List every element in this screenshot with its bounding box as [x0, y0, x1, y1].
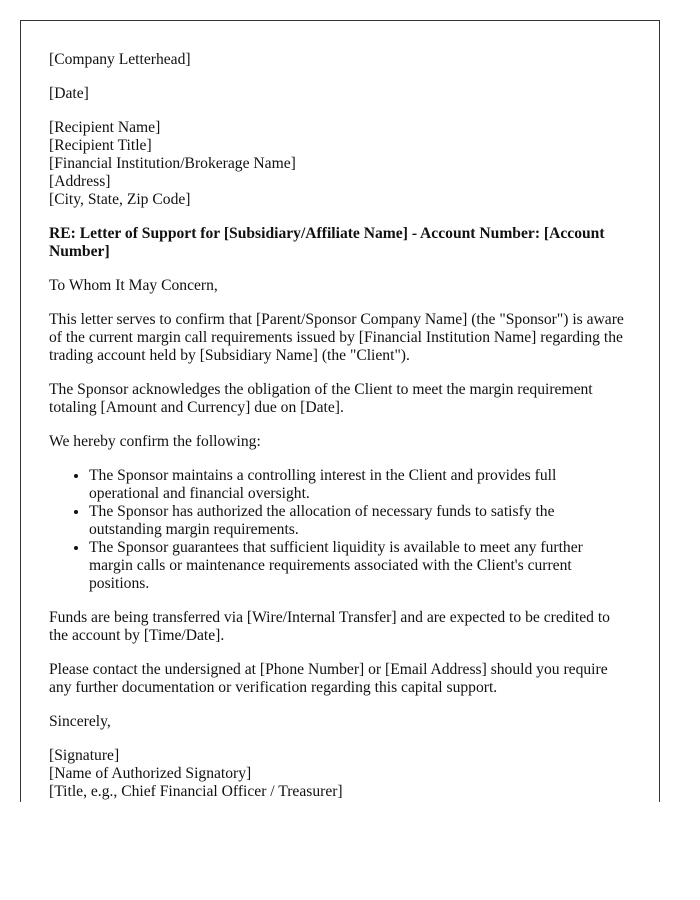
body-paragraph: Please contact the undersigned at [Phone Number] or [Email Address] should you require any further documentation or verification regarding this capital support.: [49, 661, 608, 696]
recipient-block: [49, 119, 629, 209]
signatory-name: [Name of Authorized Signatory]: [49, 765, 252, 782]
letterhead: [Company Letterhead]: [49, 51, 191, 68]
signature: [Signature]: [49, 747, 120, 764]
signatory-title: [Title, e.g., Chief Financial Officer / Treasurer]: [49, 783, 343, 800]
list-item: • The Sponsor guarantees that sufficient liquidity is available to meet any further margin calls or maintenance requirements associated with the Client's current positions.: [89, 539, 629, 593]
signoff: Sincerely,: [49, 713, 111, 730]
recipient-address: [Address]: [49, 173, 111, 190]
letter-page: [20, 20, 660, 802]
body-paragraph: This letter serves to confirm that [Parent/Sponsor Company Name] (the "Sponsor") is aware of the current margin call requirements issued by [Financial Institution Name] regarding the trading account held by [Subsidiary Name] (the "Client").: [49, 311, 624, 364]
body-paragraph: Funds are being transferred via [Wire/Internal Transfer] and are expected to be credited to the account by [Time/Date].: [49, 609, 610, 644]
body-paragraph: We hereby confirm the following:: [49, 433, 261, 450]
body-paragraph: The Sponsor acknowledges the obligation of the Client to meet the margin requirement totaling [Amount and Currency] due on [Date].: [49, 381, 593, 416]
letter-date: [Date]: [49, 85, 89, 102]
subject-line: RE: Letter of Support for [Subsidiary/Affiliate Name] - Account Number: [Account Number]: [49, 225, 605, 260]
list-item: • The Sponsor maintains a controlling interest in the Client and provides full operational and financial oversight.: [89, 467, 629, 503]
recipient-city: [City, State, Zip Code]: [49, 191, 191, 208]
recipient-name: [Recipient Name]: [49, 119, 161, 136]
confirmation-list: [49, 467, 629, 593]
list-item: • The Sponsor has authorized the allocation of necessary funds to satisfy the outstanding margin requirements.: [89, 503, 629, 539]
recipient-institution: [Financial Institution/Brokerage Name]: [49, 155, 296, 172]
salutation: To Whom It May Concern,: [49, 277, 218, 294]
recipient-title: [Recipient Title]: [49, 137, 152, 154]
signature-block: [49, 747, 629, 801]
